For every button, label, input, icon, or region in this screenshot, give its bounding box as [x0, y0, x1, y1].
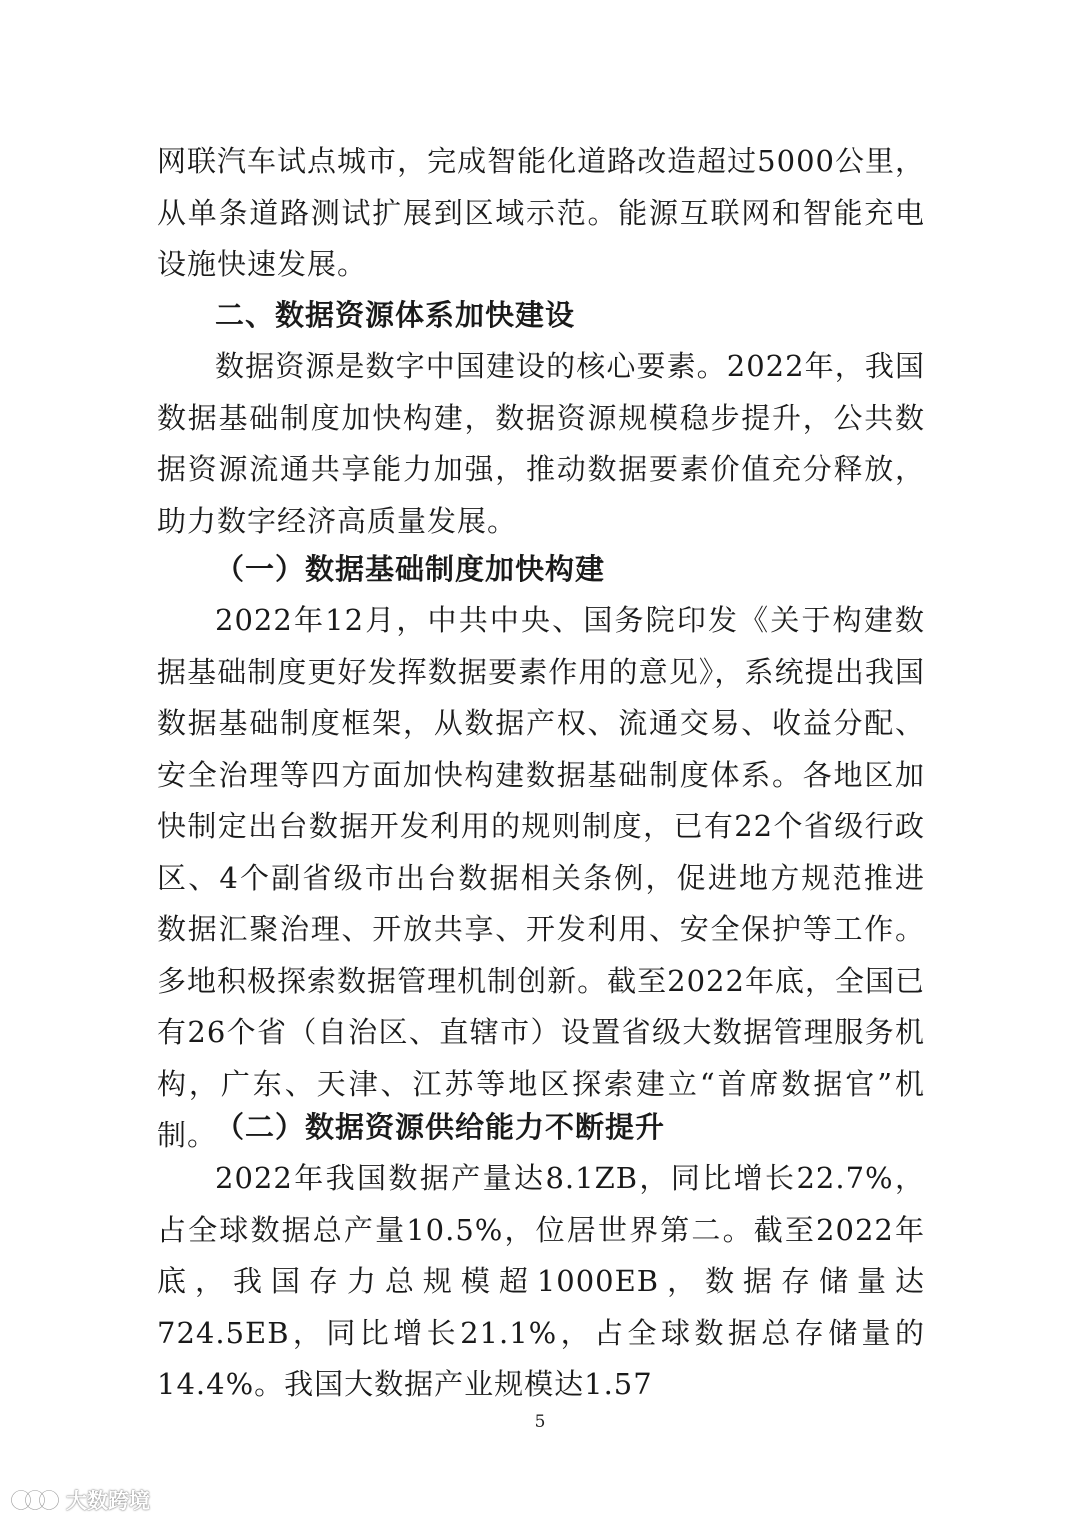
- page-number: 5: [534, 1412, 546, 1432]
- subsection-heading: （一）数据基础制度加快构建: [215, 552, 606, 586]
- paragraph: 数据资源是数字中国建设的核心要素。2022年，我国数据基础制度加快构建，数据资源规模稳步提升，公共数据资源流通共享能力加强，推动数据要素价值充分释放，助力数字经济高质量发展。: [157, 349, 925, 538]
- watermark-text: 大数跨境: [66, 1489, 150, 1513]
- paragraph-continued: 网联汽车试点城市，完成智能化道路改造超过5000公里，从单条道路测试扩展到区域示范。能源互联网和智能充电设施快速发展。: [157, 144, 925, 281]
- section-heading: 二、数据资源体系加快建设: [215, 298, 576, 332]
- watermark: [10, 1484, 150, 1516]
- paragraph: 2022年我国数据产量达8.1ZB，同比增长22.7%，占全球数据总产量10.5%，位居世界第二。截至2022年底，我国存力总规模超1000EB，数据存储量达724.5EB，同比增长21.1%，占全球数据总存储量的14.4%。我国大数据产业规模达1.57: [157, 1161, 925, 1401]
- paragraph: 2022年12月，中共中央、国务院印发《关于构建数据基础制度更好发挥数据要素作用的意见》，系统提出我国数据基础制度框架，从数据产权、流通交易、收益分配、安全治理等四方面加快构建数据基础制度体系。各地区加快制定出台数据开发利用的规则制度，已有22个省级行政区、4个副省级市出台数据相关条例，促进地方规范推进数据汇聚治理、开放共享、开发利用、安全保护等工作。多地积极探索数据管理机制创新。截至2022年底，全国已有26个省（自治区、直辖市）设置省级大数据管理服务机构，广东、天津、江苏等地区探索建立“首席数据官”机制。: [157, 603, 925, 1152]
- brand-logo-icon: [10, 1486, 60, 1514]
- subsection-heading: （二）数据资源供给能力不断提升: [215, 1110, 666, 1144]
